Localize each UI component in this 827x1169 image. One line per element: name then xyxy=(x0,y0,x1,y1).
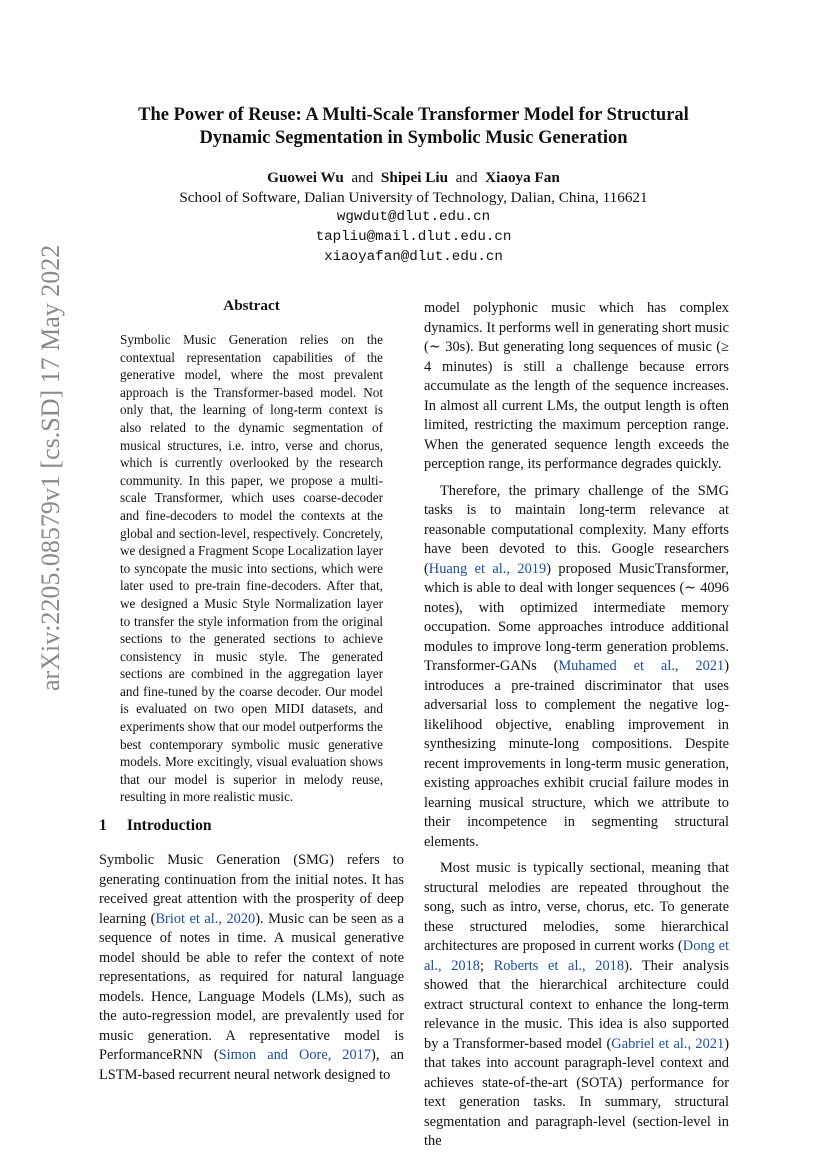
text-run: ). Their analysis showed that the hierarchical architecture could extract structural context to enhance the long-term relevance in the music. This idea is also supported by a Transformer-based model ( xyxy=(424,957,729,1052)
section-heading xyxy=(99,816,212,836)
author-email: wgwdut@dlut.edu.cn xyxy=(336,209,491,225)
text-run: ), an LSTM-based recurrent neural network designed to xyxy=(99,1047,404,1083)
section-number: 1 xyxy=(99,817,107,834)
author-name: Xiaoya Fan xyxy=(485,169,560,186)
text-run: ) introduces a pre-trained discriminator that uses adversarial loss to complement the negative log-likelihood objective, enabling improvement in synthesizing minute-long compositions. Despite recent improvements in long-term music generation, existing approaches exhibit crucial failure modes in learning musical structure, which we attribute to their incompetence in segmenting structural elements. xyxy=(424,658,729,850)
arxiv-stamp: arXiv:2205.08579v1 [cs.SD] 17 May 2022 xyxy=(36,244,65,691)
text-run: ) proposed MusicTransformer, which is able to deal with longer sequences (∼ 4096 notes), with optimized intermediate memory occupation. Some approaches introduce additional modules to improve long-term generation problems. Transformer-GANs ( xyxy=(424,560,729,674)
citation-link[interactable]: Roberts et al., 2018 xyxy=(493,957,625,974)
abstract-text: Symbolic Music Generation relies on the contextual representation capabilities of the generative model, where the most prevalent approach is the Transformer-based model. Not only that, the learning of long-term context is also related to the dynamic segmentation of musical structures, i.e. intro, verse and chorus, which is currently overlooked by the research community. In this paper, we propose a multi-scale Transformer, which uses coarse-decoder and fine-decoders to model the contexts at the global and section-level, respectively. Concretely, we designed a Fragment Scope Localization layer to syncopate the music into sections, which were later used to pre-train fine-decoders. After that, we designed a Music Style Normalization layer to transfer the style information from the original sections to the generated sections to achieve consistency in music style. The generated sections are combined in the aggregation layer and fine-tuned by the coarse decoder. Our model is evaluated on two open MIDI datasets, and experiments show that our model outperforms the best contemporary symbolic music generative models. More excitingly, visual evaluation shows that our model is superior in melody reuse, resulting in more realistic music. xyxy=(120,332,383,805)
section-title: Introduction xyxy=(126,817,212,834)
abstract-heading: Abstract xyxy=(223,297,280,314)
author-separator: and xyxy=(351,169,374,186)
text-run: Most music is typically sectional, meaning that structural melodies are repeated throughout the song, such as intro, verse, chorus, etc. To generate these structured melodies, some hierarchical architectures are proposed in current works ( xyxy=(424,860,729,954)
author-email: tapliu@mail.dlut.edu.cn xyxy=(315,229,512,245)
body-paragraph: model polyphonic music which has complex dynamics. It performs well in generating short music (∼ 30s). But generating long sequences of music (≥ 4 minutes) is still a challenge because errors accumulate as the length of the sequence increases. In almost all current LMs, the output length is often limited, restricting the maximum perception range. When the generated sequence length exceeds the perception range, its performance degrades quickly. xyxy=(424,300,729,472)
citation-link[interactable]: Dong et al., 2018 xyxy=(424,938,730,974)
text-run: ) that takes into account paragraph-level context and achieves state-of-the-art (SOTA) performance for text generation tasks. In summary, structural segmentation and paragraph-level (section-level in the xyxy=(424,1035,729,1149)
title-line-2: Dynamic Segmentation in Symbolic Music Generation xyxy=(199,128,628,148)
title-line-1: The Power of Reuse: A Multi-Scale Transformer Model for Structural xyxy=(138,105,689,125)
author-separator: and xyxy=(455,169,478,186)
right-column-body xyxy=(424,299,729,1152)
intro-paragraph xyxy=(99,851,404,1085)
citation-link[interactable]: Gabriel et al., 2021 xyxy=(611,1035,725,1052)
author-name: Guowei Wu xyxy=(267,169,344,186)
text-run: ; xyxy=(480,957,494,974)
paper-title xyxy=(60,104,767,150)
text-run: Therefore, the primary challenge of the SMG tasks is to maintain long-term relevance at reasonable computational complexity. Many efforts have been devoted to this. Google researchers ( xyxy=(424,482,729,577)
author-list xyxy=(60,168,767,188)
body-paragraph xyxy=(424,859,729,1152)
body-paragraph xyxy=(424,482,729,853)
citation-link[interactable]: Huang et al., 2019 xyxy=(428,560,547,577)
author-name: Shipei Liu xyxy=(380,169,449,186)
affiliation: School of Software, Dalian University of Technology, Dalian, China, 116621 xyxy=(179,189,648,206)
citation-link[interactable]: Simon and Oore, 2017 xyxy=(218,1047,372,1063)
text-run: ). Music can be seen as a sequence of notes in time. A musical generative model should be able to refer the context of note representations, as required for natural language models. Hence, Language Models (LMs), such as the auto-regression model, are prevalently used for music generation. A representative model is PerformanceRNN ( xyxy=(99,910,405,1063)
citation-link[interactable]: Briot et al., 2020 xyxy=(155,910,256,927)
author-email: xiaoyafan@dlut.edu.cn xyxy=(324,249,503,265)
text-run: Symbolic Music Generation (SMG) refers to generating continuation from the initial notes. It has received great attention with the prosperity of deep learning ( xyxy=(99,852,404,927)
left-column-body xyxy=(99,851,404,1085)
citation-link[interactable]: Muhamed et al., 2021 xyxy=(558,658,725,674)
